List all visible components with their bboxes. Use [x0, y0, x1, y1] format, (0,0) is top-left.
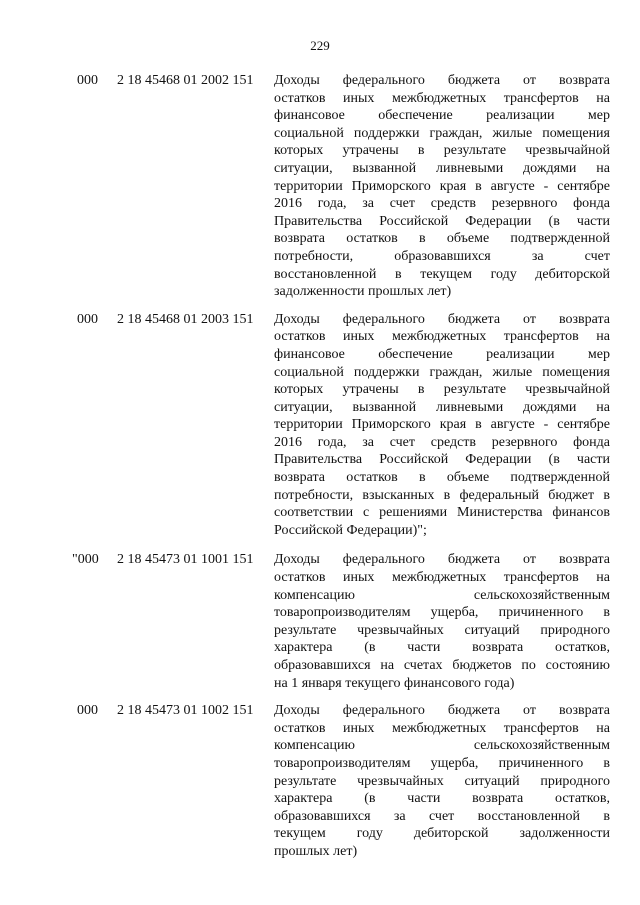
description-line: территории Приморского края в августе - сентябре	[274, 417, 610, 433]
description-line: Доходы федерального бюджета от возврата	[274, 311, 610, 327]
description-line: финансовое обеспечение реализации мер	[274, 346, 610, 362]
description-line: результате чрезвычайных ситуаций природного	[274, 622, 610, 638]
description-line: Правительства Российской Федерации (в части	[274, 213, 610, 229]
description-line: задолженности прошлых лет)	[274, 284, 452, 300]
description-line: Доходы федерального бюджета от возврата	[274, 703, 610, 719]
description-line: которых утрачены в результате чрезвычайной	[274, 143, 610, 159]
description-line: остатков иных межбюджетных трансфертов на	[274, 720, 610, 736]
description-line: соответствии с решениями Министерства финансов	[274, 505, 610, 521]
description-line: остатков иных межбюджетных трансфертов на	[274, 90, 610, 106]
description-line: потребности, взысканных в федеральный бюджет в	[274, 487, 610, 503]
description-line: социальной поддержки граждан, жилые помещения	[274, 364, 610, 380]
budget-classification-code: 2 18 45473 01 1002 151	[117, 703, 254, 719]
description-line: остатков иных межбюджетных трансфертов на	[274, 570, 610, 586]
description-line: компенсацию сельскохозяйственным	[274, 587, 610, 603]
page-number: 229	[310, 38, 330, 53]
description-line: характера (в части возврата остатков,	[274, 791, 610, 807]
description-line: ситуации, вызванной ливневыми дождями на	[274, 160, 610, 176]
description-line: Доходы федерального бюджета от возврата	[274, 552, 610, 568]
description-line: Правительства Российской Федерации (в части	[274, 452, 610, 468]
table-row	[0, 551, 640, 692]
administrator-code: "000	[72, 552, 99, 568]
description-line: ситуации, вызванной ливневыми дождями на	[274, 399, 610, 415]
description-line: товаропроизводителям ущерба, причиненного в	[274, 605, 610, 621]
description-line: прошлых лет)	[274, 843, 358, 859]
table-row	[0, 702, 640, 860]
table-row	[0, 72, 640, 301]
description-line: образовавшихся на счетах бюджетов по состоянию	[274, 658, 610, 673]
description-line: территории Приморского края в августе - сентябре	[274, 178, 610, 194]
income-description	[274, 311, 610, 540]
income-description	[274, 551, 610, 692]
description-line: которых утрачены в результате чрезвычайной	[274, 382, 610, 398]
code-table	[0, 72, 640, 871]
description-line: возврата остатков в объеме подтвержденной	[274, 470, 610, 486]
description-line: 2016 года, за счет средств резервного фонда	[274, 196, 610, 212]
description-line: социальной поддержки граждан, жилые помещения	[274, 125, 610, 141]
description-line: Российской Федерации)";	[274, 522, 427, 538]
description-line: текущем году дебиторской задолженности	[274, 826, 610, 842]
administrator-code: 000	[77, 311, 98, 327]
description-line: потребности, образовавшихся за счет	[274, 248, 610, 264]
description-line: характера (в части возврата остатков,	[274, 640, 610, 656]
description-line: остатков иных межбюджетных трансфертов на	[274, 329, 610, 345]
administrator-code: 000	[77, 703, 98, 719]
description-line: финансовое обеспечение реализации мер	[274, 108, 610, 124]
budget-classification-code: 2 18 45473 01 1001 151	[117, 552, 254, 568]
description-line: возврата остатков в объеме подтвержденной	[274, 231, 610, 247]
income-description	[274, 702, 610, 860]
description-line: 2016 года, за счет средств резервного фонда	[274, 434, 610, 450]
budget-classification-code: 2 18 45468 01 2003 151	[117, 311, 254, 327]
description-line: компенсацию сельскохозяйственным	[274, 738, 610, 754]
budget-classification-code: 2 18 45468 01 2002 151	[117, 73, 254, 88]
description-line: результате чрезвычайных ситуаций природного	[274, 773, 610, 789]
administrator-code: 000	[77, 73, 98, 88]
income-description	[274, 72, 610, 301]
description-line: на 1 января текущего финансового года)	[274, 675, 515, 691]
description-line: восстановленной в текущем году дебиторской	[274, 266, 610, 282]
description-line: образовавшихся за счет восстановленной в	[274, 808, 610, 824]
description-line: Доходы федерального бюджета от возврата	[274, 73, 610, 88]
description-line: товаропроизводителям ущерба, причиненного в	[274, 755, 610, 771]
table-row	[0, 311, 640, 540]
